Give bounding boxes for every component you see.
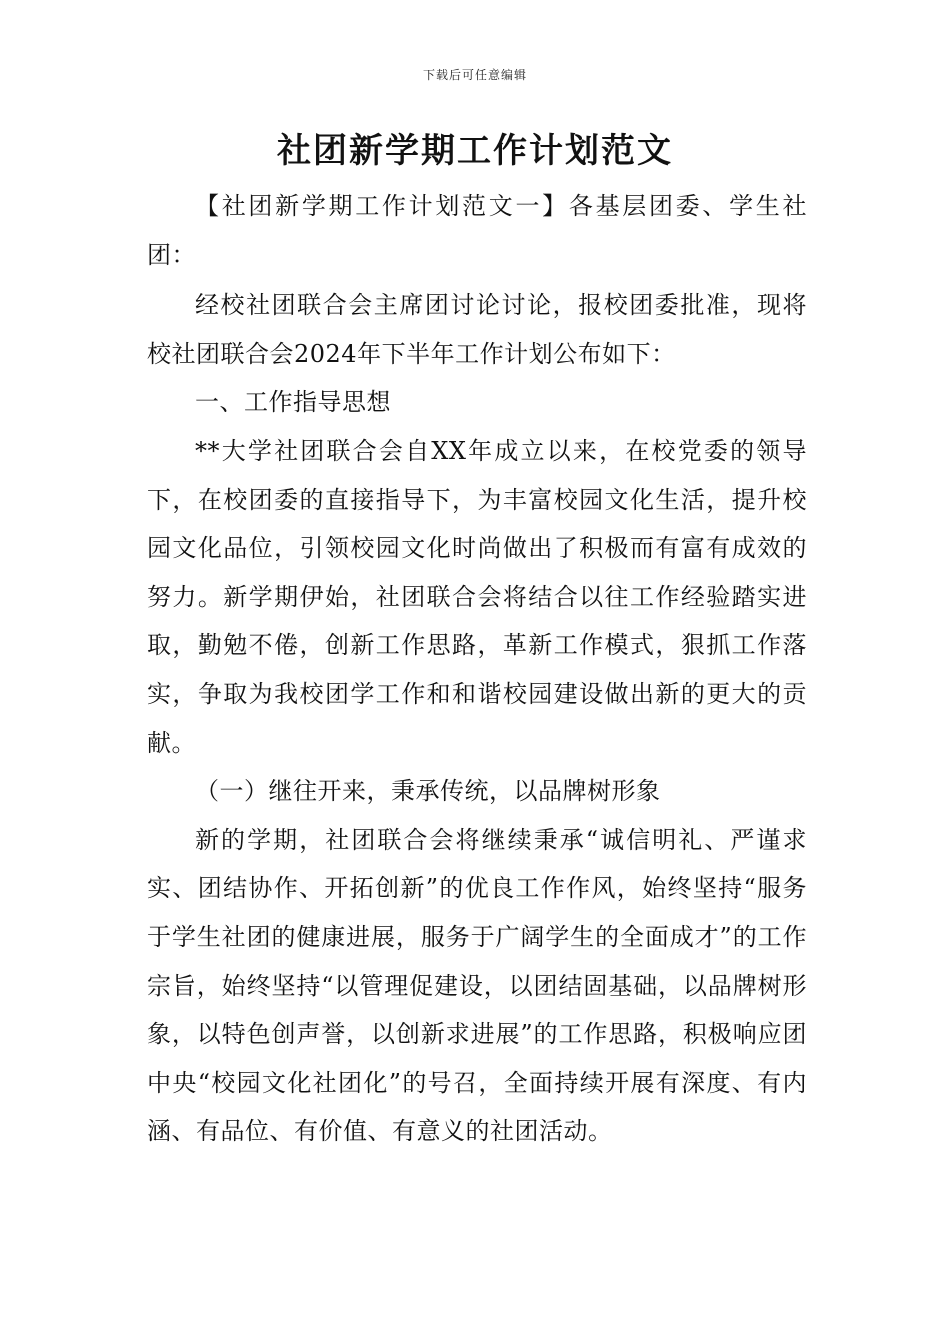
header-note: 下载后可任意编辑 — [422, 68, 527, 82]
paragraph-background: **大学社团联合会自XX年成立以来，在校党委的领导下，在校团委的直接指导下，为丰富校园文化生活，提升校园文化品位，引领校园文化时尚做出了积极而有富有成效的努力。新学期伊始，社团联合会将结合以往工作经验踏实进取，勤勉不倦，创新工作思路，革新工作模式，狠抓工作落实，争取为我校团学工作和和谐校园建设做出新的更大的贡献。 — [147, 436, 807, 757]
section-heading-guiding-thought: 一、工作指导思想 — [195, 388, 391, 417]
paragraph-salutation: 【社团新学期工作计划范文一】各基层团委、学生社团： — [147, 192, 807, 269]
paragraph-tradition: 新的学期，社团联合会将继续秉承“诚信明礼、严谨求实、团结协作、开拓创新”的优良工作作风，始终坚持“服务于学生社团的健康进展，服务于广阔学生的全面成才”的工作宗旨，始终坚持“以管理促建设，以团结固基础，以品牌树形象，以特色创声誉，以创新求进展”的工作思路，积极响应团中央“校园文化社团化”的号召，全面持续开展有深度、有内涵、有品位、有价值、有意义的社团活动。 — [147, 825, 807, 1146]
page-title: 社团新学期工作计划范文 — [277, 131, 673, 171]
subsection-heading-1: （一）继往开来，秉承传统，以品牌树形象 — [195, 777, 661, 806]
paragraph-intro: 经校社团联合会主席团讨论讨论，报校团委批准，现将校社团联合会2024年下半年工作计划公布如下： — [147, 291, 807, 368]
document-body — [147, 182, 807, 1156]
